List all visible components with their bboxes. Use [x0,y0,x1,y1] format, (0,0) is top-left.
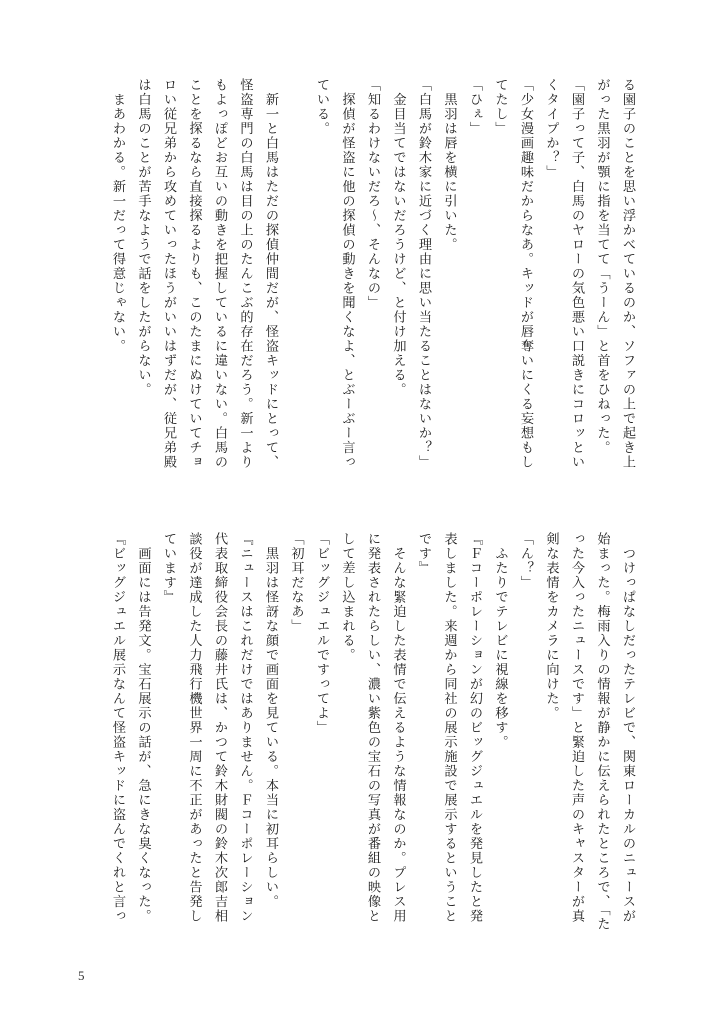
text-line: ロい従兄弟から攻めていったほうがいいはずだが、従兄弟殿 [161,78,176,470]
text-line: 『Ｆコーポレーションが幻のビッグジュエルを発見したと発 [467,532,482,924]
text-line: 探偵が怪盗に他の探偵の動きを聞くなよ、とぶーぶー言っ [339,78,355,470]
text-line: 怪盗専門の白馬は目の上のたんこぶ的存在だろう。新一より [237,78,253,470]
text-line: 『ニュースはこれだけではありません。Ｆコーポレーション [237,532,253,924]
text-block-lower [105,532,641,962]
text-line: 黒羽は唇を横に引いた。 [441,78,457,252]
text-line: がった黒羽が顎に指を当てて「うーん」と首をひねった。 [594,78,610,455]
text-line: です』 [416,532,431,576]
text-line: てたし」 [492,78,508,136]
text-line: 黒羽は怪訝な顔で画面を見ている。本当に初耳らしい。 [263,532,278,909]
text-line: 「初耳だなあ」 [288,532,304,634]
text-line: 「白馬が鈴木家に近づく理由に思い当たることはないか？」 [416,78,431,470]
text-line: 剣な表情をカメラに向けた。 [543,532,559,721]
text-line: ている。 [314,78,329,136]
text-line: 金目当てではないだろうけど、と付け加える。 [390,78,406,397]
page-number: 5 [78,968,85,983]
text-line: 「園子って子、白馬のヤローの気色悪い口説きにコロッとい [569,78,584,470]
text-line: まあわかる。新一だって得意じゃない。 [110,78,125,354]
text-line: 「知るわけないだろ～、そんなの」 [365,78,380,310]
text-line: 代表取締役会長の藤井氏は、かつて鈴木財閥の鈴木次郎吉相 [212,532,227,924]
text-line: 始まった。梅雨入りの情報が静かに伝えられたところで、「た [594,532,610,932]
text-line: 表しました。来週から同社の展示施設で展示するということ [441,532,457,924]
text-line: そんな緊迫した表情で伝えるような情報なのか。プレス用 [390,532,406,924]
text-line: ふたりでテレビに視線を移す。 [492,532,508,750]
text-line: して差し込まれる。 [339,532,355,663]
text-line: 『ビッグジュエル展示なんて怪盗キッドに盗んでくれと言っ [110,532,125,924]
text-line: 「少女漫画趣味だからなあ。キッドが唇奪いにくる妄想もし [518,78,533,470]
text-line: くタイプか？」 [543,78,559,180]
text-line: った今入ったニュースです」と緊迫した声のキャスターが真 [569,532,584,924]
text-line: は白馬のことが苦手なようで話をしたがらない。 [135,78,151,397]
text-line [283,78,309,508]
text-line: 画面には告発文。宝石展示の話が、急にきな臭くなった。 [135,532,151,924]
text-line: ことを探るなら直接探るよりも、このたまにぬけていてチョ [186,78,202,470]
text-line: 新一と白馬はただの探偵仲間だが、怪盗キッドにとって、 [263,78,278,470]
text-line: 「ひぇ」 [467,78,482,136]
text-line: もよっぽどお互いの動きを把握しているに違いない。白馬の [212,78,227,470]
text-line: に発表されたらしい、濃い紫色の宝石の写真が番組の映像と [365,532,380,924]
text-line: つけっぱなしだったテレビで、関東ローカルのニュースが [620,532,635,924]
text-line: る園子のことを思い浮かべているのか、ソファの上で起き上 [620,78,635,470]
text-line: ています』 [161,532,176,605]
text-line: 「ビッグジュエルですってよ」 [314,532,329,735]
text-line: 談役が達成した人力飛行機世界一周に不正があったと告発し [186,532,202,924]
text-line: 「ん？」 [518,532,533,590]
text-block-upper [105,78,641,508]
